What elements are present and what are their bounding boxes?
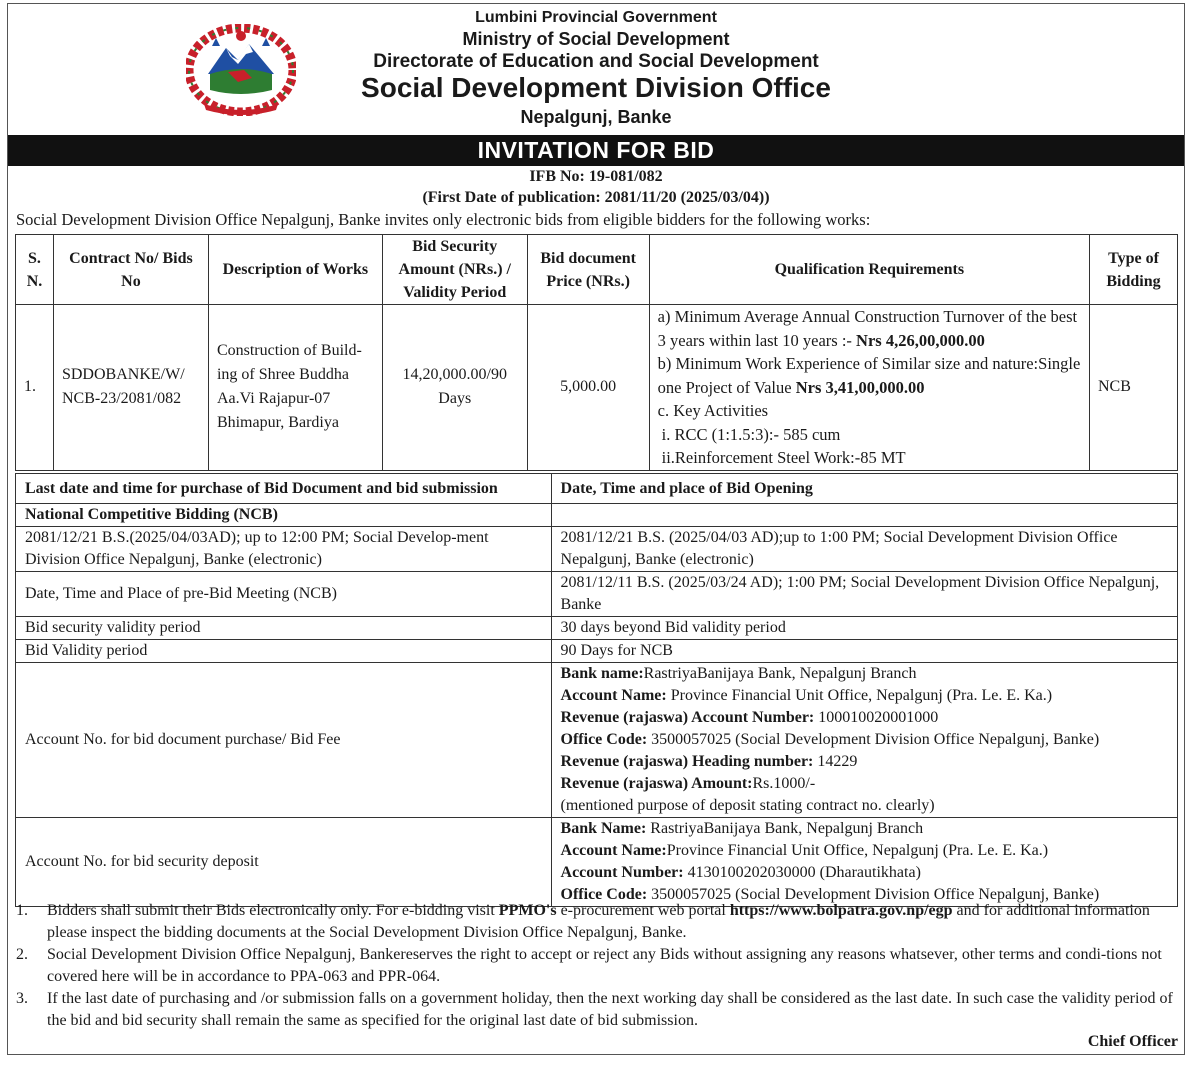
prebid-value: 2081/12/11 B.S. (2025/03/24 AD); 1:00 PM; Social Development Division Office Nepalgunj, Banke — [551, 572, 1177, 617]
works-table-header — [16, 235, 1178, 305]
col-header-type: Type of Bidding — [1090, 235, 1178, 305]
header-office: Social Development Division Office — [361, 72, 831, 103]
opening-time: 2081/12/21 B.S. (2025/04/03 AD);up to 1:00 PM; Social Development Division Office Nepalgunj, Banke (electronic) — [551, 527, 1177, 572]
header-location: Nepalgunj, Banke — [520, 107, 672, 127]
col-header-contract: Contract No/ Bids No — [53, 235, 208, 305]
cell-type: NCB — [1090, 305, 1178, 471]
signature-chief-officer: Chief Officer — [1087, 1033, 1178, 1050]
egp-portal-link[interactable]: https://www.bolpatra.gov.np/egp — [729, 902, 953, 919]
col-header-security: Bid Security Amount (NRs.) / Validity Period — [382, 235, 527, 305]
list-item: 2. Social Development Division Office Nepalgunj, Bankereserves the right to accept or reject any Bids without assigning any reasons whatsever, other terms and condi-tions not covered here will be in accordance to PPA-063 and PPR-064. — [16, 946, 1162, 985]
security-deposit-label: Account No. for bid security deposit — [16, 818, 552, 907]
list-item: 1. Bidders shall submit their Bids electronically only. For e-bidding visit PPMO's e-procurement web portal https://www.bolpatra.gov.np/egp and for additional information please inspect the bidding documents at the Social Development Division Office Nepalgunj, Banke. — [16, 902, 1150, 941]
table-row — [16, 305, 1178, 471]
ncb-label: National Competitive Bidding (NCB) — [16, 504, 552, 527]
header-government: Lumbini Provincial Government — [475, 9, 717, 26]
bid-validity-value: 90 Days for NCB — [551, 640, 1177, 663]
ifb-number: IFB No: 19-081/082 — [529, 168, 663, 185]
qualification-a: a) Minimum Average Annual Construction Turnover of the best 3 years within last 10 years :- Nrs 4,26,00,000.00 — [657, 307, 1078, 350]
col-header-price: Bid document Price (NRs.) — [527, 235, 649, 305]
cell-price: 5,000.00 — [527, 305, 649, 471]
bid-validity-label: Bid Validity period — [16, 640, 552, 663]
cell-qualification — [649, 305, 1089, 471]
col-header-description: Description of Works — [208, 235, 382, 305]
header-ministry: Ministry of Social Development — [462, 29, 730, 49]
publication-date: (First Date of publication: 2081/11/20 (2025/03/04)) — [422, 189, 770, 206]
col-header-qualification: Qualification Requirements — [649, 235, 1089, 305]
cell-sn: 1. — [16, 305, 54, 471]
schedule-table — [15, 473, 1178, 907]
notes-list — [16, 900, 1178, 1032]
ncb-blank — [551, 504, 1177, 527]
prebid-label: Date, Time and Place of pre-Bid Meeting (NCB) — [16, 572, 552, 617]
qualification-c: c. Key Activities — [657, 401, 769, 420]
schedule-header-submission: Last date and time for purchase of Bid Document and bid submission — [16, 474, 552, 504]
schedule-header-opening: Date, Time and place of Bid Opening — [551, 474, 1177, 504]
list-item: 3. If the last date of purchasing and /or submission falls on a government holiday, then the next working day shall be considered as the last date. In such case the validity period of the bid and bid security shall remain the same as specified for the original last date of bid submission. — [16, 990, 1173, 1029]
security-validity-value: 30 days beyond Bid validity period — [551, 617, 1177, 640]
invitation-banner: INVITATION FOR BID — [8, 135, 1184, 166]
qualification-c2: ii.Reinforcement Steel Work:-85 MT — [661, 448, 906, 467]
bid-fee-details: Bank name:RastriyaBanijaya Bank, Nepalgunj Branch Account Name: Province Financial Unit Office, Nepalgunj (Pra. Le. E. Ka.) Revenue (rajaswa) Account Number: 100010020001000 Office Code: 3500057025 (Social Development Division Office Nepalgunj, Banke) Revenue (rajaswa) Heading number: 14229 Revenue (rajaswa) Amount:Rs.1000/- (mentioned purpose of deposit stating contract no. clearly) — [551, 663, 1177, 818]
cell-security: 14,20,000.00/90 Days — [382, 305, 527, 471]
intro-text: Social Development Division Office Nepalgunj, Banke invites only electronic bids from eligible bidders for the following works: — [16, 210, 871, 229]
cell-description: Construction of Build-ing of Shree Buddha Aa.Vi Rajapur-07 Bhimapur, Bardiya — [208, 305, 382, 471]
qualification-b: b) Minimum Work Experience of Similar size and nature:Single one Project of Value Nrs 3,41,00,000.00 — [657, 354, 1081, 397]
qualification-c1: i. RCC (1:1.5:3):- 585 cum — [661, 424, 841, 444]
cell-contract: SDDOBANKE/W/ NCB-23/2081/082 — [53, 305, 208, 471]
bid-fee-label: Account No. for bid document purchase/ Bid Fee — [16, 663, 552, 818]
submission-deadline: 2081/12/21 B.S.(2025/04/03AD); up to 12:00 PM; Social Develop-ment Division Office Nepalgunj, Banke (electronic) — [16, 527, 552, 572]
header-directorate: Directorate of Education and Social Development — [373, 51, 819, 72]
col-header-sn: S. N. — [16, 235, 54, 305]
works-table — [15, 234, 1178, 471]
security-validity-label: Bid security validity period — [16, 617, 552, 640]
security-deposit-details: Bank Name: RastriyaBanijaya Bank, Nepalgunj Branch Account Name:Province Financial Unit Office, Nepalgunj (Pra. Le. E. Ka.) Account Number: 4130100202030000 (Dharautikhata) Office Code: 3500057025 (Social Development Division Office Nepalgunj, Banke) — [551, 818, 1177, 907]
